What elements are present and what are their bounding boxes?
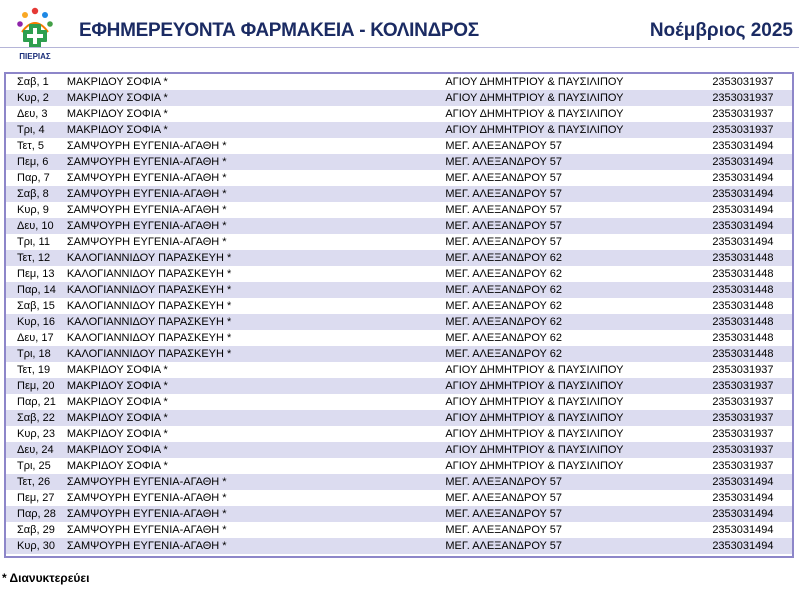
pharmacist-cell: ΜΑΚΡΙΔΟΥ ΣΟΦΙΑ *: [66, 444, 168, 456]
table-row: [6, 378, 792, 394]
address-cell: ΜΕΓ. ΑΛΕΞΑΝΔΡΟΥ 62: [445, 316, 562, 328]
logo-label: ΠΙΕΡΙΑΣ: [19, 52, 51, 61]
pharmacist-cell: ΜΑΚΡΙΔΟΥ ΣΟΦΙΑ *: [66, 380, 168, 392]
pharmacist-cell: ΣΑΜΨΟΥΡΗ ΕΥΓΕΝΙΑ-ΑΓΑΘΗ *: [66, 508, 227, 520]
day-cell: Τρι, 18: [17, 348, 51, 360]
address-cell: ΜΕΓ. ΑΛΕΞΑΝΔΡΟΥ 57: [445, 220, 562, 232]
table-row: [6, 250, 792, 266]
phone-cell: 2353031494: [712, 204, 774, 216]
phone-cell: 2353031494: [712, 492, 774, 504]
phone-cell: 2353031494: [712, 140, 774, 152]
pharmacist-cell: ΜΑΚΡΙΔΟΥ ΣΟΦΙΑ *: [66, 412, 168, 424]
phone-cell: 2353031494: [712, 524, 774, 536]
table-row: [6, 490, 792, 506]
day-cell: Κυρ, 23: [17, 428, 55, 440]
phone-cell: 2353031937: [712, 412, 774, 424]
address-cell: ΜΕΓ. ΑΛΕΞΑΝΔΡΟΥ 57: [445, 508, 562, 520]
day-cell: Τετ, 5: [17, 140, 44, 152]
table-row: [6, 122, 792, 138]
phone-cell: 2353031937: [712, 380, 774, 392]
pharmacist-cell: ΚΑΛΟΓΙΑΝΝΙΔΟΥ ΠΑΡΑΣΚΕΥΗ *: [66, 284, 232, 296]
table-row: [6, 394, 792, 410]
phone-cell: 2353031937: [712, 444, 774, 456]
phone-cell: 2353031494: [712, 236, 774, 248]
table-row: [6, 458, 792, 474]
table-row: [6, 138, 792, 154]
address-cell: ΜΕΓ. ΑΛΕΞΑΝΔΡΟΥ 62: [445, 300, 562, 312]
day-cell: Σαβ, 15: [17, 300, 55, 312]
phone-cell: 2353031937: [712, 124, 774, 136]
pharmacist-cell: ΚΑΛΟΓΙΑΝΝΙΔΟΥ ΠΑΡΑΣΚΕΥΗ *: [66, 268, 232, 280]
pharmacist-cell: ΣΑΜΨΟΥΡΗ ΕΥΓΕΝΙΑ-ΑΓΑΘΗ *: [66, 236, 227, 248]
table-row: [6, 202, 792, 218]
table-row: [6, 330, 792, 346]
table-row: [6, 506, 792, 522]
address-cell: ΜΕΓ. ΑΛΕΞΑΝΔΡΟΥ 62: [445, 284, 562, 296]
day-cell: Δευ, 17: [17, 332, 54, 344]
phone-cell: 2353031494: [712, 188, 774, 200]
pharmacist-cell: ΜΑΚΡΙΔΟΥ ΣΟΦΙΑ *: [66, 396, 168, 408]
phone-cell: 2353031448: [712, 332, 774, 344]
address-cell: ΑΓΙΟΥ ΔΗΜΗΤΡΙΟΥ & ΠΑΥΣΙΛΙΠΟΥ: [445, 412, 624, 424]
pharmacist-cell: ΜΑΚΡΙΔΟΥ ΣΟΦΙΑ *: [66, 76, 168, 88]
day-cell: Παρ, 28: [17, 508, 56, 520]
pharmacist-cell: ΜΑΚΡΙΔΟΥ ΣΟΦΙΑ *: [66, 108, 168, 120]
phone-cell: 2353031937: [712, 76, 774, 88]
table-row: [6, 426, 792, 442]
table-row: [6, 170, 792, 186]
pharmacist-cell: ΣΑΜΨΟΥΡΗ ΕΥΓΕΝΙΑ-ΑΓΑΘΗ *: [66, 476, 227, 488]
day-cell: Κυρ, 30: [17, 540, 55, 552]
phone-cell: 2353031494: [712, 476, 774, 488]
table-row: [6, 362, 792, 378]
address-cell: ΑΓΙΟΥ ΔΗΜΗΤΡΙΟΥ & ΠΑΥΣΙΛΙΠΟΥ: [445, 396, 624, 408]
address-cell: ΜΕΓ. ΑΛΕΞΑΝΔΡΟΥ 62: [445, 332, 562, 344]
table-row: [6, 282, 792, 298]
address-cell: ΜΕΓ. ΑΛΕΞΑΝΔΡΟΥ 57: [445, 236, 562, 248]
address-cell: ΜΕΓ. ΑΛΕΞΑΝΔΡΟΥ 62: [445, 252, 562, 264]
table-row: [6, 74, 792, 90]
day-cell: Σαβ, 8: [17, 188, 49, 200]
table-row: [6, 474, 792, 490]
day-cell: Σαβ, 22: [17, 412, 55, 424]
phone-cell: 2353031448: [712, 252, 774, 264]
address-cell: ΜΕΓ. ΑΛΕΞΑΝΔΡΟΥ 57: [445, 172, 562, 184]
phone-cell: 2353031494: [712, 220, 774, 232]
day-cell: Κυρ, 16: [17, 316, 55, 328]
table-row: [6, 266, 792, 282]
day-cell: Τετ, 26: [17, 476, 51, 488]
pharmacist-cell: ΚΑΛΟΓΙΑΝΝΙΔΟΥ ΠΑΡΑΣΚΕΥΗ *: [66, 332, 232, 344]
pharmacist-cell: ΜΑΚΡΙΔΟΥ ΣΟΦΙΑ *: [66, 460, 168, 472]
address-cell: ΜΕΓ. ΑΛΕΞΑΝΔΡΟΥ 57: [445, 524, 562, 536]
pharmacist-cell: ΜΑΚΡΙΔΟΥ ΣΟΦΙΑ *: [66, 428, 168, 440]
address-cell: ΑΓΙΟΥ ΔΗΜΗΤΡΙΟΥ & ΠΑΥΣΙΛΙΠΟΥ: [445, 76, 624, 88]
header-divider: [0, 47, 799, 48]
pharmacist-cell: ΣΑΜΨΟΥΡΗ ΕΥΓΕΝΙΑ-ΑΓΑΘΗ *: [66, 156, 227, 168]
address-cell: ΑΓΙΟΥ ΔΗΜΗΤΡΙΟΥ & ΠΑΥΣΙΛΙΠΟΥ: [445, 444, 624, 456]
pharmacist-cell: ΚΑΛΟΓΙΑΝΝΙΔΟΥ ΠΑΡΑΣΚΕΥΗ *: [66, 348, 232, 360]
phone-cell: 2353031937: [712, 108, 774, 120]
pharmacy-association-logo: [12, 2, 58, 62]
phone-cell: 2353031937: [712, 364, 774, 376]
address-cell: ΜΕΓ. ΑΛΕΞΑΝΔΡΟΥ 62: [445, 348, 562, 360]
phone-cell: 2353031448: [712, 316, 774, 328]
pharmacist-cell: ΣΑΜΨΟΥΡΗ ΕΥΓΕΝΙΑ-ΑΓΑΘΗ *: [66, 188, 227, 200]
day-cell: Παρ, 7: [17, 172, 50, 184]
table-row: [6, 346, 792, 362]
address-cell: ΑΓΙΟΥ ΔΗΜΗΤΡΙΟΥ & ΠΑΥΣΙΛΙΠΟΥ: [445, 428, 624, 440]
day-cell: Τρι, 25: [17, 460, 51, 472]
address-cell: ΜΕΓ. ΑΛΕΞΑΝΔΡΟΥ 57: [445, 140, 562, 152]
address-cell: ΑΓΙΟΥ ΔΗΜΗΤΡΙΟΥ & ΠΑΥΣΙΛΙΠΟΥ: [445, 380, 624, 392]
footnote: * Διανυκτερεύει: [2, 571, 90, 585]
table-row: [6, 154, 792, 170]
phone-cell: 2353031448: [712, 268, 774, 280]
table-row: [6, 298, 792, 314]
address-cell: ΜΕΓ. ΑΛΕΞΑΝΔΡΟΥ 57: [445, 156, 562, 168]
pharmacist-cell: ΣΑΜΨΟΥΡΗ ΕΥΓΕΝΙΑ-ΑΓΑΘΗ *: [66, 524, 227, 536]
table-row: [6, 314, 792, 330]
address-cell: ΑΓΙΟΥ ΔΗΜΗΤΡΙΟΥ & ΠΑΥΣΙΛΙΠΟΥ: [445, 364, 624, 376]
day-cell: Σαβ, 29: [17, 524, 55, 536]
address-cell: ΑΓΙΟΥ ΔΗΜΗΤΡΙΟΥ & ΠΑΥΣΙΛΙΠΟΥ: [445, 92, 624, 104]
phone-cell: 2353031937: [712, 396, 774, 408]
day-cell: Σαβ, 1: [17, 76, 49, 88]
day-cell: Παρ, 14: [17, 284, 56, 296]
address-cell: ΜΕΓ. ΑΛΕΞΑΝΔΡΟΥ 57: [445, 188, 562, 200]
day-cell: Δευ, 3: [17, 108, 48, 120]
phone-cell: 2353031448: [712, 348, 774, 360]
pharmacist-cell: ΣΑΜΨΟΥΡΗ ΕΥΓΕΝΙΑ-ΑΓΑΘΗ *: [66, 204, 227, 216]
phone-cell: 2353031448: [712, 284, 774, 296]
pharmacist-cell: ΣΑΜΨΟΥΡΗ ΕΥΓΕΝΙΑ-ΑΓΑΘΗ *: [66, 492, 227, 504]
phone-cell: 2353031448: [712, 300, 774, 312]
address-cell: ΑΓΙΟΥ ΔΗΜΗΤΡΙΟΥ & ΠΑΥΣΙΛΙΠΟΥ: [445, 124, 624, 136]
day-cell: Κυρ, 9: [17, 204, 49, 216]
pharmacist-cell: ΣΑΜΨΟΥΡΗ ΕΥΓΕΝΙΑ-ΑΓΑΘΗ *: [66, 140, 227, 152]
pharmacist-cell: ΜΑΚΡΙΔΟΥ ΣΟΦΙΑ *: [66, 124, 168, 136]
duty-schedule-table: [4, 72, 794, 558]
table-row: [6, 538, 792, 554]
phone-cell: 2353031494: [712, 540, 774, 552]
day-cell: Κυρ, 2: [17, 92, 49, 104]
address-cell: ΜΕΓ. ΑΛΕΞΑΝΔΡΟΥ 62: [445, 268, 562, 280]
day-cell: Τρι, 4: [17, 124, 45, 136]
pharmacist-cell: ΚΑΛΟΓΙΑΝΝΙΔΟΥ ΠΑΡΑΣΚΕΥΗ *: [66, 252, 232, 264]
address-cell: ΜΕΓ. ΑΛΕΞΑΝΔΡΟΥ 57: [445, 540, 562, 552]
phone-cell: 2353031937: [712, 428, 774, 440]
day-cell: Τετ, 19: [17, 364, 51, 376]
pharmacist-cell: ΜΑΚΡΙΔΟΥ ΣΟΦΙΑ *: [66, 364, 168, 376]
pharmacist-cell: ΜΑΚΡΙΔΟΥ ΣΟΦΙΑ *: [66, 92, 168, 104]
day-cell: Δευ, 10: [17, 220, 54, 232]
pharmacist-cell: ΚΑΛΟΓΙΑΝΝΙΔΟΥ ΠΑΡΑΣΚΕΥΗ *: [66, 300, 232, 312]
day-cell: Τετ, 12: [17, 252, 51, 264]
table-row: [6, 218, 792, 234]
table-row: [6, 410, 792, 426]
address-cell: ΑΓΙΟΥ ΔΗΜΗΤΡΙΟΥ & ΠΑΥΣΙΛΙΠΟΥ: [445, 108, 624, 120]
table-row: [6, 186, 792, 202]
phone-cell: 2353031937: [712, 92, 774, 104]
day-cell: Πεμ, 13: [17, 268, 55, 280]
table-row: [6, 106, 792, 122]
address-cell: ΜΕΓ. ΑΛΕΞΑΝΔΡΟΥ 57: [445, 492, 562, 504]
phone-cell: 2353031494: [712, 508, 774, 520]
pharmacist-cell: ΚΑΛΟΓΙΑΝΝΙΔΟΥ ΠΑΡΑΣΚΕΥΗ *: [66, 316, 232, 328]
phone-cell: 2353031494: [712, 172, 774, 184]
page-title: ΕΦΗΜΕΡΕΥΟΝΤΑ ΦΑΡΜΑΚΕΙΑ - ΚΟΛΙΝΔΡΟΣ: [79, 20, 479, 41]
address-cell: ΑΓΙΟΥ ΔΗΜΗΤΡΙΟΥ & ΠΑΥΣΙΛΙΠΟΥ: [445, 460, 624, 472]
day-cell: Τρι, 11: [17, 236, 50, 248]
table-row: [6, 442, 792, 458]
month-label: Νοέμβριος 2025: [649, 20, 793, 41]
day-cell: Πεμ, 6: [17, 156, 49, 168]
address-cell: ΜΕΓ. ΑΛΕΞΑΝΔΡΟΥ 57: [445, 204, 562, 216]
pharmacist-cell: ΣΑΜΨΟΥΡΗ ΕΥΓΕΝΙΑ-ΑΓΑΘΗ *: [66, 540, 227, 552]
table-row: [6, 90, 792, 106]
pharmacist-cell: ΣΑΜΨΟΥΡΗ ΕΥΓΕΝΙΑ-ΑΓΑΘΗ *: [66, 172, 227, 184]
address-cell: ΜΕΓ. ΑΛΕΞΑΝΔΡΟΥ 57: [445, 476, 562, 488]
phone-cell: 2353031494: [712, 156, 774, 168]
table-row: [6, 234, 792, 250]
table-row: [6, 522, 792, 538]
day-cell: Παρ, 21: [17, 396, 56, 408]
phone-cell: 2353031937: [712, 460, 774, 472]
day-cell: Πεμ, 27: [17, 492, 55, 504]
pharmacist-cell: ΣΑΜΨΟΥΡΗ ΕΥΓΕΝΙΑ-ΑΓΑΘΗ *: [66, 220, 227, 232]
day-cell: Πεμ, 20: [17, 380, 55, 392]
day-cell: Δευ, 24: [17, 444, 54, 456]
